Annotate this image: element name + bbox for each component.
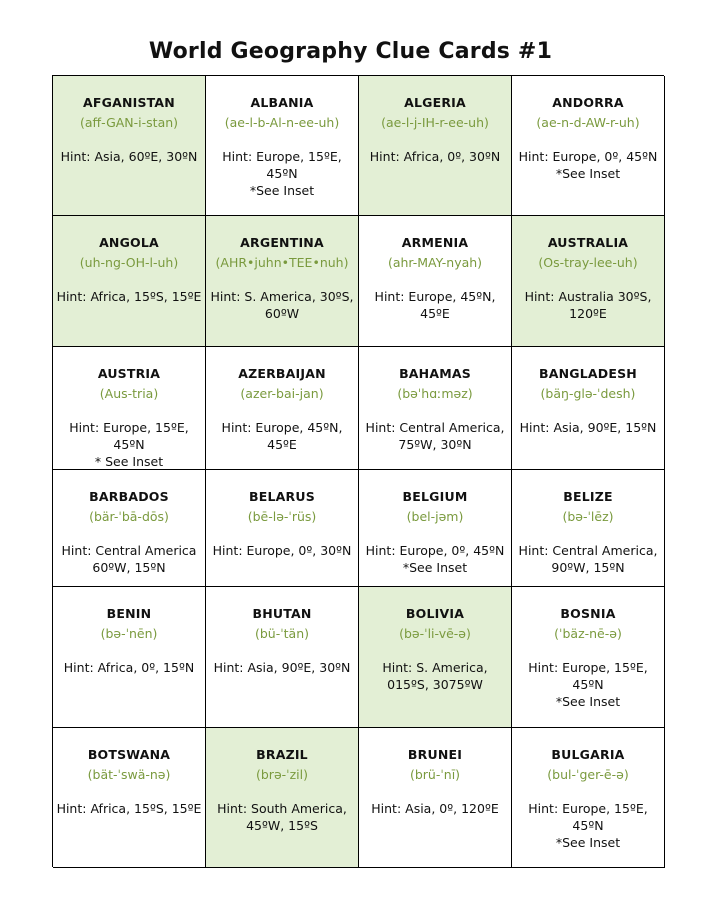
country-hint — [513, 148, 663, 182]
hint-text: Hint: Asia, 0º, 120ºE — [371, 801, 499, 816]
country-name: BOSNIA — [560, 606, 616, 621]
country-name: ARGENTINA — [240, 235, 324, 250]
hint-text: Hint: Europe, 0º, 30ºN — [212, 543, 352, 558]
hint-text: Hint: Africa, 15ºS, 15ºE — [56, 289, 202, 304]
clue-card-bhutan — [206, 587, 359, 728]
country-name: ALBANIA — [250, 95, 314, 110]
clue-card-australia — [512, 216, 665, 347]
country-name: BULGARIA — [551, 747, 625, 762]
country-name: BENIN — [106, 606, 152, 621]
clue-card-belize — [512, 470, 665, 587]
country-hint — [54, 659, 204, 676]
inset-note: *See Inset — [555, 166, 621, 181]
clue-card-angola — [53, 216, 206, 347]
hint-text: Hint: Central America, 75ºW, 30ºN — [365, 420, 505, 452]
country-pronunciation: (aff-GAN-i-stan) — [79, 115, 179, 130]
hint-text: Hint: Asia, 60ºE, 30ºN — [60, 149, 198, 164]
clue-card-bangladesh — [512, 347, 665, 470]
country-name: BELARUS — [249, 489, 315, 504]
country-hint — [360, 800, 510, 817]
clue-card-afganistan — [53, 76, 206, 216]
inset-note: *See Inset — [555, 835, 621, 850]
country-hint — [54, 288, 204, 305]
country-name: ALGERIA — [404, 95, 466, 110]
country-hint — [207, 288, 357, 322]
hint-text: Hint: Africa, 0º, 30ºN — [369, 149, 501, 164]
clue-card-brazil — [206, 728, 359, 868]
country-hint — [54, 542, 204, 576]
clue-card-belarus — [206, 470, 359, 587]
country-pronunciation: (brə-ˈzil) — [256, 767, 308, 782]
country-pronunciation: (azer-bai-jan) — [240, 386, 324, 401]
clue-card-bolivia — [359, 587, 512, 728]
hint-text: Hint: Africa, 0º, 15ºN — [63, 660, 195, 675]
hint-text: Hint: Europe, 45ºN, 45ºE — [221, 420, 343, 452]
country-name: BOLIVIA — [405, 606, 465, 621]
clue-card-algeria — [359, 76, 512, 216]
clue-card-bahamas — [359, 347, 512, 470]
country-hint — [360, 148, 510, 165]
country-pronunciation: (bü-ˈtän) — [254, 626, 310, 641]
country-name: BARBADOS — [89, 489, 169, 504]
country-name: BANGLADESH — [539, 366, 637, 381]
inset-note: *See Inset — [402, 560, 468, 575]
hint-text: Hint: Australia 30ºS, 120ºE — [524, 289, 652, 321]
clue-card-albania — [206, 76, 359, 216]
country-hint — [360, 419, 510, 453]
hint-text: Hint: South America, 45ºW, 15ºS — [217, 801, 347, 833]
country-pronunciation: (uh-ng-OH-l-uh) — [79, 255, 179, 270]
country-hint — [513, 659, 663, 710]
country-hint — [207, 542, 357, 559]
country-name: AZERBAIJAN — [238, 366, 326, 381]
clue-card-grid — [52, 75, 664, 867]
country-hint — [54, 419, 204, 470]
country-pronunciation: (bē-lə-ˈrüs) — [247, 509, 317, 524]
country-hint — [207, 419, 357, 453]
clue-card-benin — [53, 587, 206, 728]
country-pronunciation: (bel-jəm) — [406, 509, 464, 524]
country-name: ARMENIA — [401, 235, 469, 250]
country-pronunciation: (ae-l-b-Al-n-ee-uh) — [224, 115, 340, 130]
country-hint — [360, 288, 510, 322]
country-hint — [513, 419, 663, 436]
country-name: ANDORRA — [552, 95, 624, 110]
hint-text: Hint: Asia, 90ºE, 30ºN — [213, 660, 351, 675]
inset-note: *See Inset — [249, 183, 315, 198]
hint-text: Hint: Africa, 15ºS, 15ºE — [56, 801, 202, 816]
country-hint — [513, 288, 663, 322]
country-name: BOTSWANA — [87, 747, 171, 762]
country-pronunciation: (bäŋ-glə-ˈdesh) — [540, 386, 636, 401]
hint-text: Hint: S. America, 30ºS, 60ºW — [210, 289, 354, 321]
clue-card-andorra — [512, 76, 665, 216]
country-pronunciation: (ˈbäz-nē-ə) — [554, 626, 622, 641]
country-hint — [513, 542, 663, 576]
hint-text: Hint: Asia, 90ºE, 15ºN — [519, 420, 657, 435]
country-hint — [54, 800, 204, 817]
country-pronunciation: (bə-ˈli-vē-ə) — [399, 626, 471, 641]
country-name: BHUTAN — [252, 606, 312, 621]
country-pronunciation: (ahr-MAY-nyah) — [387, 255, 483, 270]
hint-text: Hint: Europe, 15ºE, 45ºN — [69, 420, 189, 452]
inset-note: * See Inset — [94, 454, 164, 469]
hint-text: Hint: Europe, 0º, 45ºN — [365, 543, 505, 558]
page-title: World Geography Clue Cards #1 — [148, 39, 553, 64]
country-hint — [360, 542, 510, 576]
country-name: ANGOLA — [99, 235, 159, 250]
country-pronunciation: (ae-n-d-AW-r-uh) — [536, 115, 640, 130]
country-pronunciation: (bə-ˈnēn) — [100, 626, 158, 641]
clue-card-azerbaijan — [206, 347, 359, 470]
country-pronunciation: (bəˈhɑːməz) — [397, 386, 473, 401]
country-name: AUSTRALIA — [547, 235, 629, 250]
hint-text: Hint: Europe, 15ºE, 45ºN — [528, 801, 648, 833]
country-pronunciation: (bul-ˈger-ē-ə) — [547, 767, 629, 782]
clue-card-armenia — [359, 216, 512, 347]
country-pronunciation: (AHR•juhn•TEE•nuh) — [215, 255, 349, 270]
clue-card-belgium — [359, 470, 512, 587]
country-pronunciation: (Os-tray-lee-uh) — [538, 255, 638, 270]
hint-text: Hint: Europe, 45ºN, 45ºE — [374, 289, 496, 321]
country-hint — [207, 148, 357, 199]
country-name: BRUNEI — [407, 747, 463, 762]
hint-text: Hint: Europe, 15ºE, 45ºN — [528, 660, 648, 692]
hint-text: Hint: Central America, 90ºW, 15ºN — [518, 543, 658, 575]
clue-card-bulgaria — [512, 728, 665, 868]
country-name: BELIZE — [563, 489, 613, 504]
clue-card-botswana — [53, 728, 206, 868]
clue-card-argentina — [206, 216, 359, 347]
country-pronunciation: (Aus-tria) — [99, 386, 159, 401]
clue-card-bosnia — [512, 587, 665, 728]
country-hint — [207, 659, 357, 676]
country-hint — [360, 659, 510, 693]
country-name: BRAZIL — [256, 747, 308, 762]
hint-text: Hint: Europe, 0º, 45ºN — [518, 149, 658, 164]
country-pronunciation: (bät-ˈswä-nə) — [87, 767, 171, 782]
clue-card-barbados — [53, 470, 206, 587]
country-pronunciation: (bär-ˈbā-dōs) — [89, 509, 169, 524]
clue-card-austria — [53, 347, 206, 470]
hint-text: Hint: Central America 60ºW, 15ºN — [61, 543, 197, 575]
country-name: BELGIUM — [402, 489, 468, 504]
country-hint — [54, 148, 204, 165]
country-name: AFGANISTAN — [83, 95, 175, 110]
clue-card-brunei — [359, 728, 512, 868]
country-hint — [513, 800, 663, 851]
hint-text: Hint: S. America, 015ºS, 3075ºW — [382, 660, 488, 692]
country-pronunciation: (ae-l-j-IH-r-ee-uh) — [381, 115, 489, 130]
hint-text: Hint: Europe, 15ºE, 45ºN — [222, 149, 342, 181]
country-pronunciation: (bə-ˈlēz) — [562, 509, 614, 524]
country-pronunciation: (brü-ˈnī) — [409, 767, 461, 782]
inset-note: *See Inset — [555, 694, 621, 709]
country-name: AUSTRIA — [97, 366, 161, 381]
country-hint — [207, 800, 357, 834]
country-name: BAHAMAS — [399, 366, 471, 381]
